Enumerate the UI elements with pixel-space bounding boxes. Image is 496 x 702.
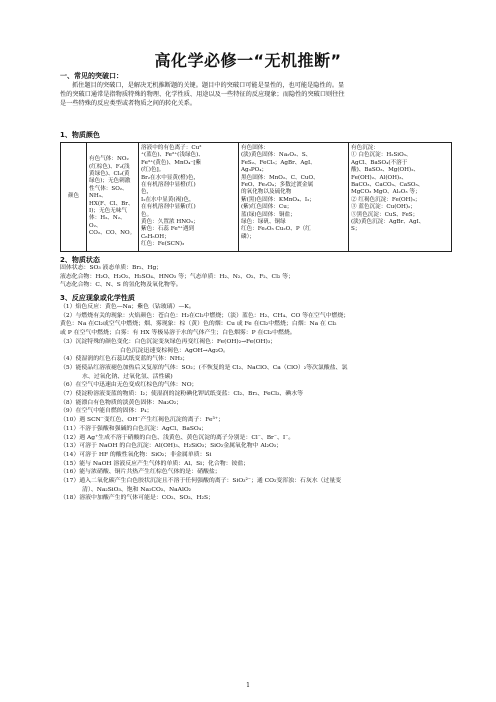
cell-line: 色， <box>141 189 153 196</box>
phenomena-list <box>60 303 452 503</box>
cell-line: 红色：Fe₂O₃ Cu₂O、P（红 <box>241 226 311 233</box>
cell-line: 红色：Fe(SCN)₃ <box>141 241 185 248</box>
list-item: （17）通入二氧化碳产生白色胶状沉淀且不溶于任何强酸的离子：SiO₃²⁻；通 CO₂变浑浊：石灰水（过量变 <box>60 478 342 485</box>
cell-line: Fe(OH)₂、Al(OH)₃、 <box>351 174 408 181</box>
cell-line: BaCO₃、CaCO₃、CaSO₃、 <box>351 182 424 189</box>
cell-line: 体：H₂、N₂、O₂、 <box>89 215 126 229</box>
list-item: （16）能与浓硝酸、铜片共热产生红棕色气体的是：硝酸盐； <box>60 469 221 476</box>
list-item: （18）溶液中加酸产生的气体可能是：CO₂、SO₂、H₂S； <box>60 495 214 502</box>
cell-line: ① 白色沉淀：H₂SiO₃、 <box>351 152 412 159</box>
cell-line: (淡)黄色沉淀：AgBr、AgI、 <box>351 219 425 226</box>
subheading-phenomena: 3、反应现象或化学性质 <box>60 294 135 302</box>
cell-line: 性气体：SO₂、NH₃、 <box>89 185 128 200</box>
cell-line: 有色气体：NO₂ <box>89 156 129 163</box>
cell-line: ② 红褐色沉淀：Fe(OH)₃； <box>351 196 421 203</box>
list-item: 或 P 在空气中燃烧；白雾：有 HX 等极易溶于水的气体产生；白色烟雾：P 在Cl₂中燃烧。 <box>60 330 296 337</box>
cell-line: (紫)红色固体：Cu； <box>241 204 293 211</box>
cell-line: 磷）； <box>241 233 255 240</box>
cell-line: 绿色)；无色刺激 <box>89 178 131 185</box>
cell-line: 酸)、BaSO₃、Mg(OH)₂、 <box>351 167 420 174</box>
cell-line: HX(F、Cl、Br、 <box>89 200 134 207</box>
ion-color-cell <box>139 143 239 252</box>
section-heading-breakthrough: 一、常见的突破口： <box>60 72 123 80</box>
cell-line: CO₂、CO、NO。 <box>89 230 136 237</box>
intro-paragraph <box>60 81 450 109</box>
state-line: 气态化合物：C、N、S 的氢化物及氧化物等。 <box>60 282 182 289</box>
cell-line: 溶液中的有色离子：Cu² <box>141 145 202 151</box>
cell-line: FeO、Fe₃O₄；多数过渡金属 <box>241 182 314 189</box>
cell-line: ③ 蓝色沉淀：Cu(OH)₂； <box>351 204 416 211</box>
cell-line: (红)色]。 <box>141 167 165 174</box>
list-item: （7）使淀粉溶液变蓝的物质：I₂；使湿润的淀粉碘化钾试纸变蓝：Cl₂、Br₂、FeCl₃、碘水等 <box>60 391 303 398</box>
list-item: （3）沉淀特殊的颜色变化：白色沉淀变灰绿色再变红褐色：Fe(OH)₂→Fe(OH)₃； <box>60 338 277 345</box>
list-item: （13）可溶于 NaOH 的白色沉淀：Al(OH)₃、H₂SiO₃；SiO₂金属氧化物中 Al₂O₃； <box>60 443 283 450</box>
cell-line: 绿色：绿矾、铜绿 <box>241 219 286 226</box>
subheading-color: 1、物质颜色 <box>60 131 100 139</box>
gas-color-cell <box>87 143 139 252</box>
cell-line: (红棕色)、F₂(浅 <box>89 163 130 170</box>
cell-line: 在有机溶剂中显紫(红) <box>141 204 196 211</box>
cell-line: Br₂在水中显黄(橙)色， <box>141 174 200 181</box>
list-item: （11）不溶于强酸和强碱的白色沉淀：AgCl、BaSO₄； <box>60 425 208 432</box>
list-item: （2）与燃烧有关的现象：火焰颜色：苍白色：H₂在Cl₂中燃烧；（淡）蓝色：H₂、CH₄、CO 等在空气中燃烧； <box>60 312 350 319</box>
list-item: 水、过氧化钠、过氧化氢、活性碳) <box>82 373 173 380</box>
list-item: （8）能漂白有色物质的淡黄色固体：Na₂O₂； <box>60 399 183 406</box>
cell-line: 有色固体： <box>241 145 269 151</box>
intro-line: 抓住题目的突破口，是解决无机推断题的关键。题目中的突破口可能是显性的，也可能是隐性的。显 <box>72 82 345 89</box>
state-list <box>60 264 452 290</box>
list-item: （4）使湿润的红色石蕊试纸变蓝的气体：NH₃； <box>60 356 189 363</box>
cell-line: I)；无色无味气 <box>89 207 127 214</box>
list-item: （15）能与 NaOH 溶液反应产生气体的单质：Al、Si；化合物：铵盐； <box>60 460 250 467</box>
cell-line: 色。 <box>141 211 153 218</box>
cell-line: S； <box>351 226 361 233</box>
list-item: （14）可溶于 HF 的酸性氧化物：SiO₂；非金属单质：Si <box>60 451 212 458</box>
cell-line: (淡)黄色固体：Na₂O₂、S、 <box>241 152 312 159</box>
cell-line: FeS₂、FeCl₃；AgBr、AgI、 <box>241 159 316 166</box>
cell-line: I₂在水中显黄(褐)色， <box>141 196 195 203</box>
list-item: 黄色：Na 在Cl₂或空气中燃烧；烟、雾现象：棕（黄）色的烟：Cu 或 Fe 在Cl₂中燃烧；白烟：Na 在 Cl₂ <box>60 321 337 328</box>
list-item: （10）遇 SCN⁻变红色、OH⁻产生红褐色沉淀的离子：Fe³⁺； <box>60 417 224 424</box>
list-item: （5）能使品红溶液褪色加热后又复原的气体：SO₂；(不恢复的是 Cl₂、NaClO、Ca（ClO）₂等次氯酸盐、氯 <box>60 364 348 371</box>
precipitate-color-cell <box>349 143 452 252</box>
cell-line: C₆H₅OH； <box>141 233 170 240</box>
cell-line: ⑤黑色沉淀：CuS、FeS； <box>351 211 419 218</box>
list-item: 清）、Na₂SiO₃、饱和 Na₂CO₃、NaAlO₂ <box>82 486 192 493</box>
intro-line: 性的突破口通常是指物质特殊的物理、化学性质、用途以及一些特征的反应现象；而隐性的突破口则往往 <box>60 91 345 99</box>
color-table <box>60 142 452 252</box>
cell-line: 的氧化物以及硫化物 <box>241 189 292 196</box>
list-item: 白色沉淀迅速变棕褐色：AgOH→Ag₂O。 <box>120 347 229 354</box>
cell-line: 黑色固体：MnO₂、C、CuO、 <box>241 174 319 181</box>
list-item: （12）遇 Ag⁺生成不溶于硝酸的白色、浅黄色、黄色沉淀的离子分别是：Cl⁻、Br⁻、I⁻。 <box>60 434 295 441</box>
list-item: （9）在空气中能自燃的固体：P₄； <box>60 408 153 415</box>
list-item: （1）焰色反应：黄色—Na；紫色（钴玻璃）—K。 <box>60 304 195 310</box>
page-number: 1 <box>246 682 250 689</box>
cell-line: 有色沉淀： <box>351 145 379 151</box>
cell-line: 黄绿色)、Cl₂(黄 <box>89 170 130 177</box>
cell-line: MgCO₃ MgO、Al₂O₃ 等； <box>351 189 421 196</box>
list-item: （6）在空气中迅速由无色变成红棕色的气体：NO； <box>60 382 198 389</box>
color-label-cell: 颜色 <box>61 143 87 252</box>
cell-line: ⁺(蓝色)、Fe²⁺(浅绿色)、 <box>141 152 204 159</box>
cell-line: Fe³⁺(黄色)、MnO₄⁻[紫 <box>141 159 202 166</box>
cell-line: 蓝(绿)色固体：铜盐； <box>241 211 296 218</box>
page-title: 高化学必修一“无机推断” <box>154 51 342 70</box>
cell-line: 紫(黑)色固体：KMnO₄、I₂； <box>241 196 315 203</box>
subheading-state: 2、物质状态 <box>60 256 100 264</box>
intro-line: 是一些特殊的反应类型或者物质之间的转化关系。 <box>60 100 197 108</box>
cell-line: 在有机溶剂中显橙(红) <box>141 182 196 189</box>
cell-line: 紫色：石蕊 Fe³⁺遇到 <box>141 226 195 233</box>
cell-line: 黄色：久置浓 HNO₃； <box>141 219 199 226</box>
state-line: 液态化合物：H₂O、H₂O₂、H₂SO₄、HNO₃ 等；气态单质：H₂、N₂、O₂、F₂、Cl₂ 等； <box>60 273 294 280</box>
cell-line: AgCl、BaSO₄(不溶于 <box>351 159 408 166</box>
cell-line: Ag₃PO₄； <box>241 167 268 174</box>
state-line: 固体状态：SO₃ 液态单质：Br₂、Hg； <box>60 265 163 271</box>
solid-color-cell <box>239 143 349 252</box>
